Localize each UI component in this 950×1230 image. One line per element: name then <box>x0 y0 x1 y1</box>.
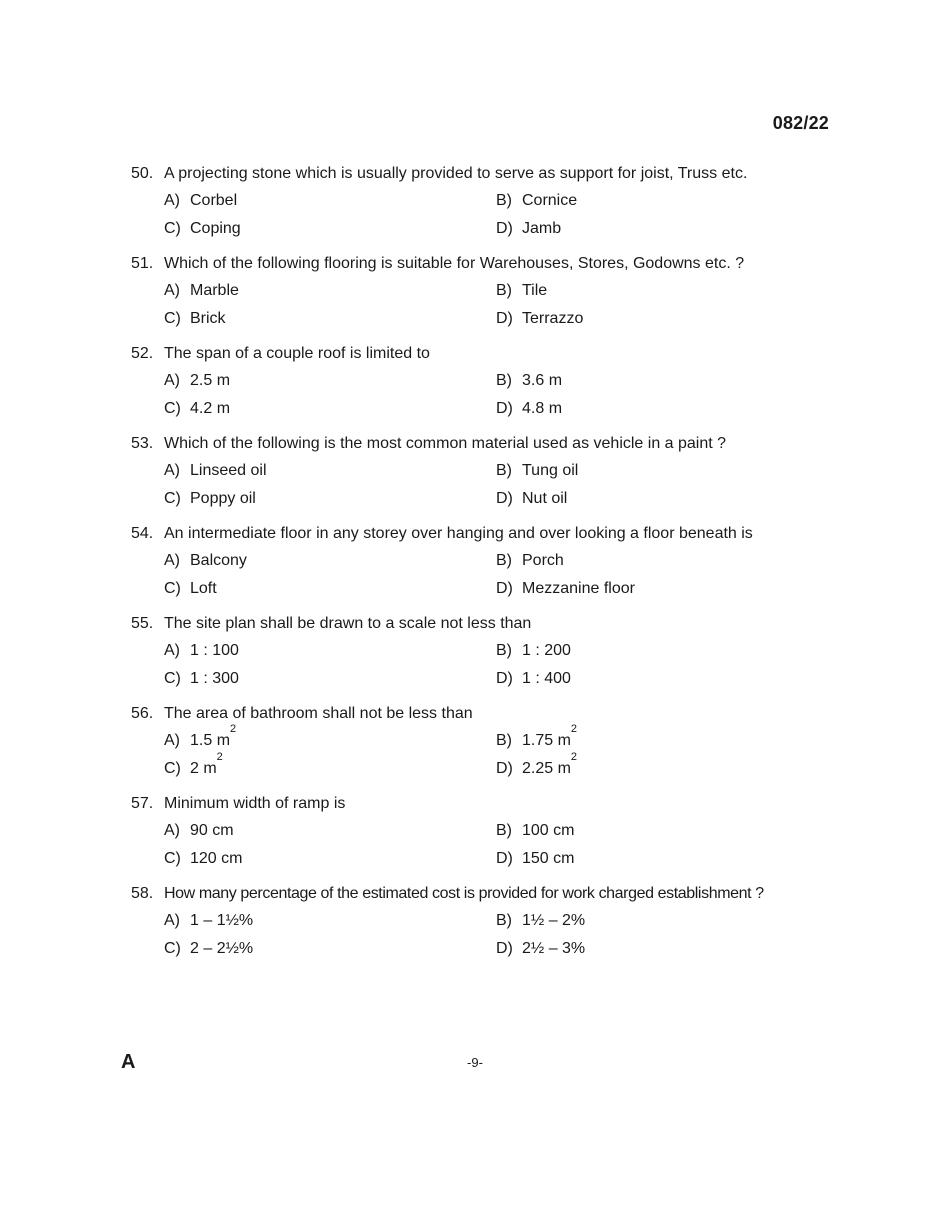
option-label: A) <box>164 822 180 839</box>
option-label: C) <box>164 580 181 597</box>
answer-option <box>496 751 796 780</box>
question-stem <box>131 253 796 275</box>
answer-option <box>496 910 796 932</box>
option-text: Mezzanine floor <box>522 580 635 597</box>
answer-options <box>164 640 796 690</box>
answer-option <box>164 370 496 392</box>
option-text: Porch <box>522 552 564 569</box>
question-number: 50. <box>131 165 154 182</box>
question-item <box>131 613 796 690</box>
option-text: 4.8 m <box>522 400 563 417</box>
option-label: C) <box>164 940 181 957</box>
option-label: D) <box>496 670 513 687</box>
question-number: 55. <box>131 615 154 632</box>
option-text: 4.2 m <box>190 400 231 417</box>
option-label: B) <box>496 372 512 389</box>
answer-option <box>164 280 496 302</box>
option-text: 2.25 m <box>522 760 571 777</box>
answer-option <box>164 910 496 932</box>
question-stem <box>131 793 796 815</box>
question-item <box>131 343 796 420</box>
answer-option <box>164 848 496 870</box>
option-text: Cornice <box>522 192 578 209</box>
answer-option <box>496 723 796 752</box>
answer-option <box>496 370 796 392</box>
answer-option <box>496 280 796 302</box>
option-label: D) <box>496 220 513 237</box>
question-item <box>131 433 796 510</box>
answer-option <box>164 820 496 842</box>
question-text: How many percentage of the estimated cost is provided for work charged establishment ? <box>164 885 764 902</box>
answer-option <box>496 668 796 690</box>
option-text: Terrazzo <box>522 310 584 327</box>
question-number: 51. <box>131 255 154 272</box>
question-list <box>131 163 796 973</box>
option-text: 1.75 m <box>522 732 571 749</box>
option-text: 1 : 200 <box>522 642 571 659</box>
option-label: C) <box>164 220 181 237</box>
option-label: B) <box>496 462 512 479</box>
option-label: D) <box>496 580 513 597</box>
answer-option <box>164 460 496 482</box>
question-number: 53. <box>131 435 154 452</box>
option-text: 1.5 m <box>190 732 231 749</box>
answer-option <box>164 218 496 240</box>
question-text: The site plan shall be drawn to a scale not less than <box>164 615 532 632</box>
question-text: A projecting stone which is usually provided to serve as support for joist, Truss etc. <box>164 165 748 182</box>
option-text: 2.5 m <box>190 372 231 389</box>
option-label: A) <box>164 552 180 569</box>
option-text: Marble <box>190 282 239 299</box>
question-item <box>131 253 796 330</box>
option-label: B) <box>496 552 512 569</box>
option-label: B) <box>496 192 512 209</box>
answer-option <box>164 488 496 510</box>
option-label: A) <box>164 282 180 299</box>
option-text: Coping <box>190 220 241 237</box>
option-text: 1 : 300 <box>190 670 239 687</box>
option-label: D) <box>496 940 513 957</box>
question-item <box>131 523 796 600</box>
option-text: Linseed oil <box>190 462 267 479</box>
answer-option <box>496 460 796 482</box>
question-text: Minimum width of ramp is <box>164 795 346 812</box>
answer-option <box>496 398 796 420</box>
option-text: Tung oil <box>522 462 579 479</box>
option-label: B) <box>496 282 512 299</box>
option-text: 1 : 100 <box>190 642 239 659</box>
option-label: C) <box>164 490 181 507</box>
answer-options <box>164 280 796 330</box>
answer-option <box>496 820 796 842</box>
question-stem <box>131 703 796 725</box>
option-label: A) <box>164 732 180 749</box>
question-stem <box>131 883 796 905</box>
answer-option <box>496 578 796 600</box>
question-item <box>131 883 796 960</box>
option-label: B) <box>496 912 512 929</box>
question-text: Which of the following flooring is suitable for Warehouses, Stores, Godowns etc. ? <box>164 255 745 272</box>
option-text: Loft <box>190 580 217 597</box>
question-stem <box>131 163 796 185</box>
unit-superscript: 2 <box>570 751 578 763</box>
answer-option <box>164 398 496 420</box>
question-stem <box>131 613 796 635</box>
question-item <box>131 163 796 240</box>
answer-options <box>164 910 796 960</box>
answer-option <box>164 550 496 572</box>
answer-option <box>496 938 796 960</box>
question-text: The area of bathroom shall not be less than <box>164 705 473 722</box>
option-label: D) <box>496 490 513 507</box>
option-label: B) <box>496 822 512 839</box>
option-text: Poppy oil <box>190 490 256 507</box>
option-text: 2½ – 3% <box>522 940 586 957</box>
option-label: A) <box>164 912 180 929</box>
answer-option <box>164 578 496 600</box>
answer-options <box>164 820 796 870</box>
answer-options <box>164 550 796 600</box>
option-text: 90 cm <box>190 822 234 839</box>
paper-code: 082/22 <box>772 113 829 133</box>
option-text: 1 : 400 <box>522 670 571 687</box>
option-text: 3.6 m <box>522 372 563 389</box>
question-number: 57. <box>131 795 154 812</box>
option-label: A) <box>164 462 180 479</box>
answer-options <box>164 190 796 240</box>
unit-superscript: 2 <box>230 723 237 735</box>
answer-option <box>164 308 496 330</box>
question-text: Which of the following is the most common material used as vehicle in a paint ? <box>164 435 727 452</box>
option-text: Tile <box>522 282 548 299</box>
option-label: D) <box>496 310 513 327</box>
question-item <box>131 703 796 780</box>
question-text: The span of a couple roof is limited to <box>164 345 430 362</box>
option-label: C) <box>164 400 181 417</box>
unit-superscript: 2 <box>216 751 223 763</box>
option-label: C) <box>164 670 181 687</box>
answer-option <box>164 668 496 690</box>
option-label: C) <box>164 760 181 777</box>
question-text: An intermediate floor in any storey over hanging and over looking a floor beneath is <box>164 525 753 542</box>
option-text: 2 m <box>190 760 217 777</box>
option-label: A) <box>164 372 180 389</box>
option-label: D) <box>496 850 513 867</box>
answer-option <box>496 640 796 662</box>
question-stem <box>131 343 796 365</box>
series-code: A <box>121 1051 136 1073</box>
unit-superscript: 2 <box>570 723 578 735</box>
question-stem <box>131 523 796 545</box>
question-item <box>131 793 796 870</box>
option-label: D) <box>496 760 513 777</box>
answer-option <box>496 848 796 870</box>
page-number: -9- <box>467 1055 483 1070</box>
option-label: B) <box>496 732 512 749</box>
option-text: 1 – 1½% <box>190 912 254 929</box>
question-stem <box>131 433 796 455</box>
answer-option <box>496 308 796 330</box>
answer-option <box>164 640 496 662</box>
question-number: 56. <box>131 705 154 722</box>
option-label: C) <box>164 310 181 327</box>
question-number: 54. <box>131 525 154 542</box>
option-text: 120 cm <box>190 850 243 867</box>
option-text: Balcony <box>190 552 247 569</box>
answer-option <box>496 550 796 572</box>
answer-option <box>164 723 496 752</box>
question-number: 58. <box>131 885 154 902</box>
answer-options <box>164 370 796 420</box>
option-text: 1½ – 2% <box>522 912 586 929</box>
question-number: 52. <box>131 345 154 362</box>
answer-options <box>164 460 796 510</box>
answer-options <box>164 723 796 780</box>
answer-option <box>496 190 796 212</box>
option-label: A) <box>164 642 180 659</box>
option-label: B) <box>496 642 512 659</box>
option-text: Corbel <box>190 192 238 209</box>
answer-option <box>496 218 796 240</box>
answer-option <box>164 190 496 212</box>
answer-option <box>496 488 796 510</box>
option-text: Nut oil <box>522 490 568 507</box>
option-text: Brick <box>190 310 226 327</box>
answer-option <box>164 751 496 780</box>
option-text: 150 cm <box>522 850 575 867</box>
option-label: C) <box>164 850 181 867</box>
option-text: 2 – 2½% <box>190 940 254 957</box>
option-text: 100 cm <box>522 822 575 839</box>
option-label: A) <box>164 192 180 209</box>
answer-option <box>164 938 496 960</box>
option-text: Jamb <box>522 220 562 237</box>
option-label: D) <box>496 400 513 417</box>
